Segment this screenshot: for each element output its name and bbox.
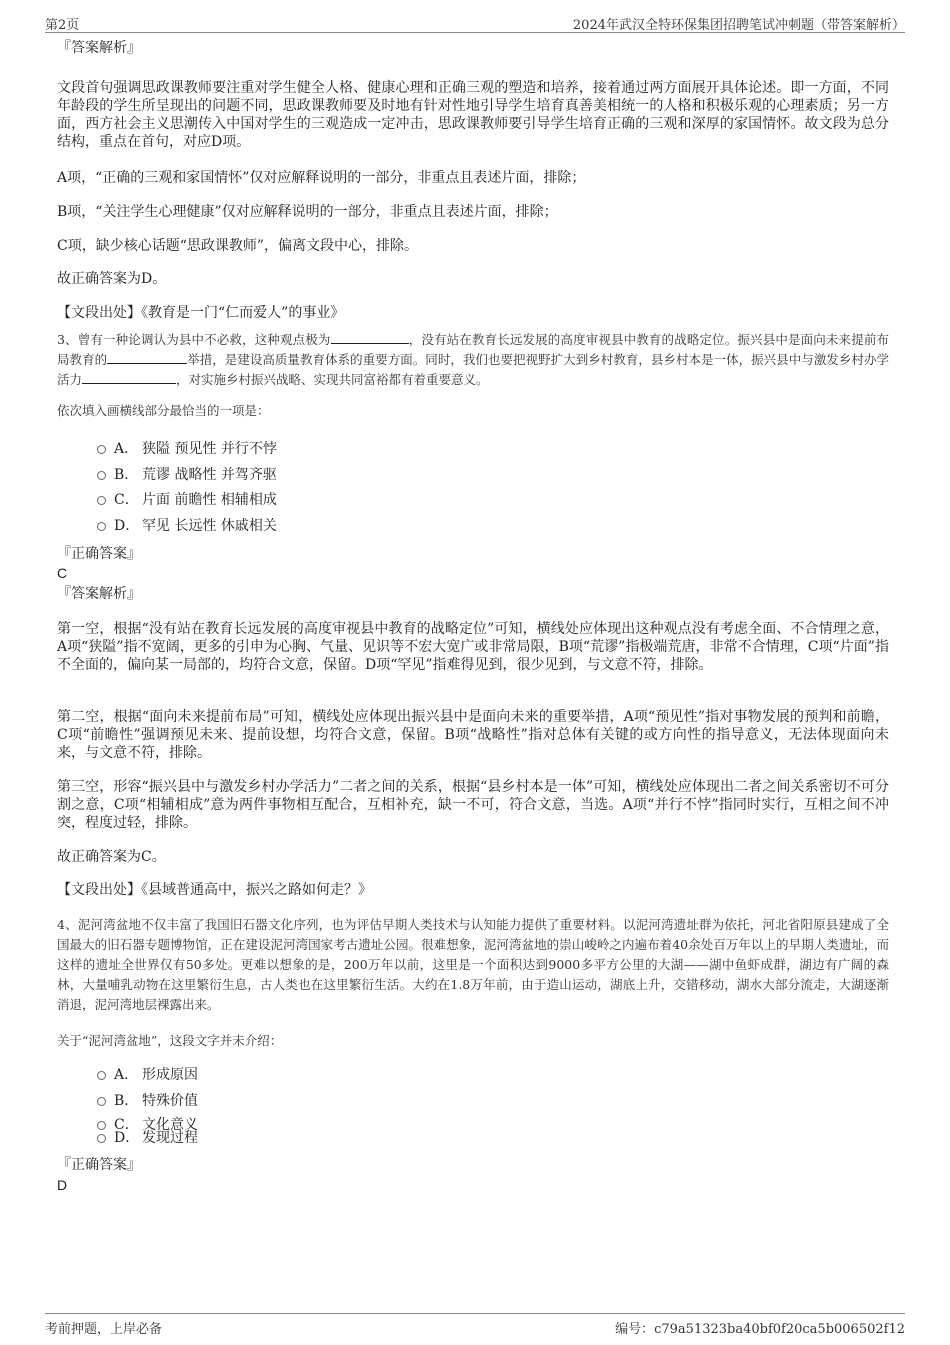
radio-icon[interactable]: [97, 445, 106, 454]
radio-icon[interactable]: [97, 522, 106, 531]
q3-analysis-para-1: 第一空，根据“没有站在教育长远发展的高度审视县中教育的战略定位”可知，横线处应体现出这种观点没有考虑全面、不合情理之意，A项“狭隘”指不宽阔，更多的引申为心胸、气量、见识等不宏大宽广或非常局限，B项“荒谬”指极端荒唐，非常不合情理，C项“片面”指不全面的，偏向某一局部的，均符合文意，保留。D项“罕见”指难得见到，很少见到，与文意不符，排除。: [57, 621, 889, 673]
radio-icon[interactable]: [97, 1097, 106, 1106]
radio-icon[interactable]: [97, 1134, 106, 1143]
radio-icon[interactable]: [97, 471, 106, 480]
radio-icon[interactable]: [97, 496, 106, 505]
document-id: 编号：c79a51323ba40bf0f20ca5b006502f12: [615, 1322, 905, 1337]
q2-analysis-line-c: C项，缺少核心话题“思政课教师”，偏离文段中心，排除。: [57, 238, 419, 254]
q4-prompt: 关于“泥河湾盆地”，这段文字并未介绍：: [57, 1033, 283, 1048]
q2-conclusion: 故正确答案为D。: [57, 271, 167, 287]
footer-slogan: 考前押题，上岸必备: [45, 1322, 163, 1337]
q2-source: 【文段出处】《教育是一门“仁而爱人”的事业》: [57, 305, 345, 321]
q2-analysis-label: 『答案解析』: [57, 40, 141, 56]
page-footer: [45, 1313, 905, 1336]
q3-analysis-label: 『答案解析』: [57, 586, 141, 602]
q4-answer-label: 『正确答案』: [57, 1157, 141, 1173]
q2-analysis-paragraph: 文段首句强调思政课教师要注重对学生健全人格、健康心理和正确三观的塑造和培养，接着通过两方面展开具体论述。即一方面，不同年龄段的学生所呈现出的问题不同，思政课教师要及时地有针对性地引导学生培育真善美相统一的人格和积极乐观的心理素质；另一方面，西方社会主义思潮传入中国对学生的三观造成一定冲击，思政课教师要引导学生培育正确的三观和深厚的家国情怀。故文段为总分结构，重点在首句，对应D项。: [57, 80, 889, 150]
q3-option-d[interactable]: D． 罕见 长远性 休戚相关: [97, 517, 277, 535]
q4-answer-value: D: [57, 1177, 68, 1193]
page-number: 第2页: [45, 18, 80, 33]
q3-blank-3: [82, 371, 176, 384]
q2-analysis-line-a: A项，“正确的三观和家国情怀”仅对应解释说明的一部分，非重点且表述片面，排除；: [57, 170, 586, 186]
q3-blank-2: [107, 351, 187, 364]
q3-question-text: 3、曾有一种论调认为县中不必救，这种观点极为 ，没有站在教育长远发展的高度审视县中教育的战略定位。振兴县中是面向未来提前布局教育的 举措，是建设高质量教育体系的重要方面。同时，我们也要把视野扩大到乡村教育，县乡村本是一体，振兴县中与激发乡村办学活力 ，对实施乡村振兴战略、实现共同富裕都有着重要意义。: [57, 332, 889, 387]
q2-analysis-line-b: B项，“关注学生心理健康”仅对应解释说明的一部分，非重点且表述片面，排除；: [57, 204, 558, 220]
page-header: [45, 12, 905, 33]
q3-option-b[interactable]: B． 荒谬 战略性 并驾齐驱: [97, 466, 277, 484]
document-title: 2024年武汉全特环保集团招聘笔试冲刺题（带答案解析）: [572, 18, 905, 33]
q3-prompt: 依次填入画横线部分最恰当的一项是：: [57, 403, 270, 418]
q3-option-a[interactable]: A． 狭隘 预见性 并行不悖: [97, 440, 277, 458]
q4-option-c[interactable]: C． 文化意义: [97, 1116, 198, 1134]
q3-analysis-para-2: 第二空，根据“面向未来提前布局”可知，横线处应体现出振兴县中是面向未来的重要举措，A项“预见性”指对事物发展的预判和前瞻，C项“前瞻性”强调预见未来、提前设想，均符合文意，保留。B项“战略性”指对总体有关键的或方向性的指导意义，无法体现面向未来，与文意不符，排除。: [57, 709, 889, 761]
q4-question-text: 4、泥河湾盆地不仅丰富了我国旧石器文化序列，也为评估早期人类技术与认知能力提供了重要材料。以泥河湾遗址群为依托，河北省阳原县建成了全国最大的旧石器专题博物馆，正在建设泥河湾国家考古遗址公园。很难想象，泥河湾盆地的崇山峻岭之内遍布着40余处百万年以上的早期人类遗址，而这样的遗址全世界仅有50多处。更难以想象的是，200万年以前，这里是一个面积达到9000多平方公里的大湖——湖中鱼虾成群，湖边有广阔的森林，大量哺乳动物在这里繁衍生息，古人类也在这里繁衍生活。大约在1.8万年前，由于造山运动，湖底上升，交错移动，湖水大部分流走，大湖逐渐消退，泥河湾地层裸露出来。: [57, 917, 889, 1012]
q3-answer-value: C: [57, 565, 68, 581]
radio-icon[interactable]: [97, 1071, 106, 1080]
q4-option-b[interactable]: B． 特殊价值: [97, 1092, 198, 1110]
q3-source: 【文段出处】《县域普通高中，振兴之路如何走？》: [57, 882, 372, 898]
q3-analysis-para-3: 第三空，形容“振兴县中与激发乡村办学活力”二者之间的关系，根据“县乡村本是一体”可知，横线处应体现出二者之间关系密切不可分割之意，C项“相辅相成”意为两件事物相互配合，互相补充，缺一不可，符合文意，当选。A项“并行不悖”指同时实行，互相之间不冲突，程度过轻，排除。: [57, 779, 889, 831]
q4-option-d[interactable]: D． 发现过程: [97, 1129, 198, 1147]
q4-option-a[interactable]: A． 形成原因: [97, 1066, 198, 1084]
q3-option-c[interactable]: C． 片面 前瞻性 相辅相成: [97, 491, 277, 509]
q3-answer-label: 『正确答案』: [57, 546, 141, 562]
q3-blank-1: [331, 331, 409, 344]
q3-conclusion: 故正确答案为C。: [57, 849, 166, 865]
